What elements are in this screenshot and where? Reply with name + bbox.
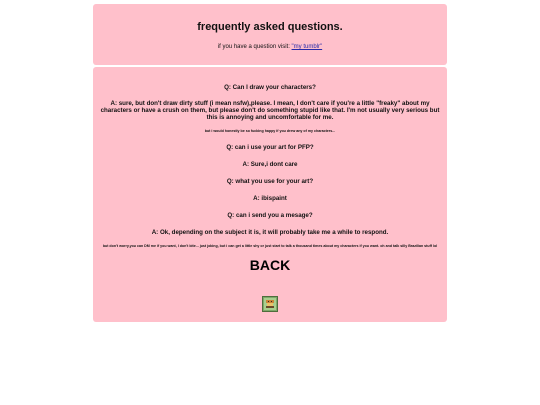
back-button[interactable]: BACK [249,257,291,273]
faq-question-3: Q: what you use for your art? [226,177,314,185]
question-prompt [93,44,447,51]
header-panel [93,4,447,65]
faq-panel [93,67,447,322]
faq-note-2: but don't worry,you can DM me if you want, I don't bite... just joking, but i can get a little shy or just start to talk a thousand times about my characters if you want. oh and talk silly Brazilian stuff lol [102,243,438,248]
faq-answer-3: A: ibispaint [253,194,287,202]
faq-answer-2: A: Sure,i dont care [242,160,298,168]
faq-question-4: Q: can i send you a mesage? [227,211,313,219]
faq-question-2: Q: can i use your art for PFP? [226,143,314,151]
faq-question-1: Q: Can I draw your characters? [224,84,316,91]
badge-link[interactable] [262,296,278,312]
faq-answer-1: A: sure, but don't draw dirty stuff (i mean nsfw),please. I mean, I don't care if you're a little "freaky" about my characters or have a crush on them, but please don't do something stupid like that. I'm not usually very serious but this is annoying and uncomfortable for me. [100,100,440,121]
faq-answer-4: A: Ok, depending on the subject it is, it will probably take me a while to respond. [151,228,389,236]
pixel-badge-icon [262,296,278,312]
tumblr-link[interactable]: "my tumblr" [291,44,323,50]
page-title: frequently asked questions. [197,21,343,33]
question-prompt-text: if you have a question visit: [217,44,292,50]
faq-note-1: but i would honestly be so fucking happy if you drew any of my characters... [204,129,336,133]
